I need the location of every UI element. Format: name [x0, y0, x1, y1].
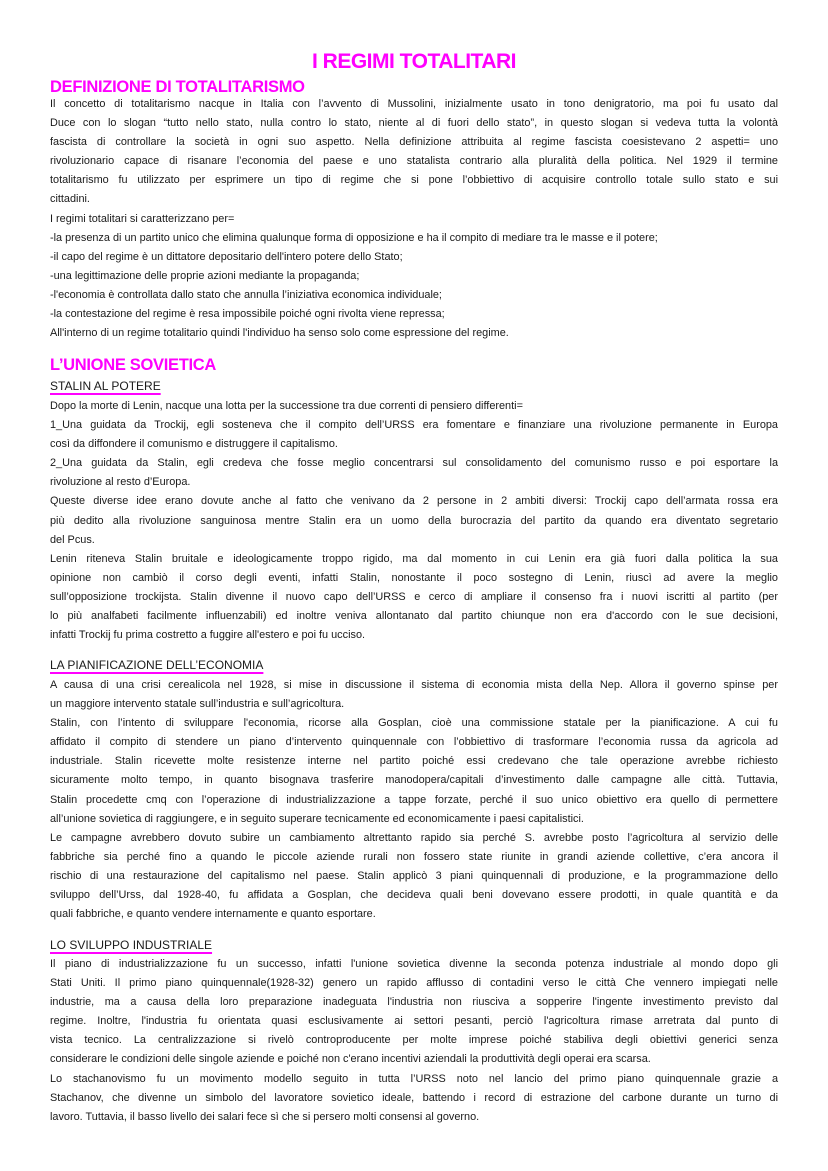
paragraph	[50, 714, 778, 829]
text-line: Dopo la morte di Lenin, nacque una lotta per la successione tra due correnti di pensiero differenti=	[50, 400, 523, 412]
text-line: più dedito alla rivoluzione sanguinosa mentre Stalin era un uomo della burocrazia del partito da quando era diventato segretario	[50, 514, 778, 527]
paragraph	[50, 95, 778, 210]
text-line: Il piano di industrializzazione fu un successo, infatti l'unione sovietica divenne la seconda potenza industriale al mondo dopo gli	[50, 958, 778, 970]
text-line: industriale. Stalin ricevette molte resistenze interne nel partito poiché essi credevano che tale operazione avrebbe richiesto	[50, 755, 778, 768]
text-line: un maggiore intervento statale sull’industria e sull’agricoltura.	[50, 698, 345, 711]
paragraph	[50, 492, 778, 549]
text-line: industrie, ma a causa della loro preparazione inadeguata l'industria non riusciva a sopperire l'ingente investimento previsto dal	[50, 996, 778, 1009]
paragraph	[50, 550, 778, 645]
text-line: infatti Trockij fu prima costretto a fuggire all'estero e poi fu ucciso.	[50, 629, 366, 642]
text-line: Lenin riteneva Stalin bruitale e ideologicamente troppo rigido, ma dal momento in cui Lenin era già fuori dalla politica la sua	[50, 552, 778, 565]
section-stalin-body	[50, 397, 778, 645]
subheading-pianificazione: LA PIANIFICAZIONE DELL’ECONOMIA	[50, 658, 264, 672]
paragraph	[50, 229, 778, 248]
heading-definizione: DEFINIZIONE DI TOTALITARISMO	[50, 78, 305, 96]
paragraph	[50, 829, 778, 924]
paragraph	[50, 305, 778, 324]
text-line: opinione non cambiò il corso degli eventi, infatti Stalin, nonostante il poco sostegno di Lenin, riuscì ad avere la meglio	[50, 571, 778, 584]
text-line: All'interno di un regime totalitario quindi l'individuo ha senso solo come espressione del regime.	[50, 327, 509, 340]
text-line: fabbriche sia perché fino a quando le piccole aziende rurali non fossero state riunite in grandi aziende collettive, c’era ancora il	[50, 850, 778, 863]
section-definizione-body	[50, 95, 778, 343]
text-line: rischio di una restaurazione del capitalismo nel paese. Stalin applicò 3 piani quinquennali di produzione, e la programmazione dello	[50, 869, 778, 882]
paragraph	[50, 416, 778, 454]
text-line: rivoluzionario capace di risanare l’economia del paese e uno statalista contrario alla pluralità della politica. Nel 1929 il termine	[50, 155, 778, 168]
text-line: -l'economia è controllata dallo stato che annulla l’iniziativa economica individuale;	[50, 288, 442, 301]
text-line: fascista di controllare la società in ogni suo aspetto. Nella definizione attribuita al regime fascista coesistevano 2 aspetti= uno	[50, 136, 778, 149]
text-line: considerare le condizioni delle singole aziende e poiché non c'erano incentivi aziendali la produttività degli operai era scarsa.	[50, 1053, 651, 1066]
text-line: Il concetto di totalitarismo nacque in Italia con l’avvento di Mussolini, inizialmente usato in tono denigratorio, ma poi fu usato dal	[50, 98, 778, 110]
paragraph	[50, 676, 778, 714]
text-line: I regimi totalitari si caratterizzano per=	[50, 212, 235, 225]
text-line: così da diffondere il comunismo e distruggere il capitalismo.	[50, 438, 338, 451]
heading-unione-sovietica: L’UNIONE SOVIETICA	[50, 356, 217, 374]
paragraph	[50, 267, 778, 286]
text-line: -la presenza di un partito unico che elimina qualunque forma di opposizione e ha il compito di mediare tra le masse e il potere;	[50, 231, 658, 244]
text-line: Lo stachanovismo fu un movimento modello seguito in tutta l’URSS noto nel lancio del primo piano quinquennale grazie a	[50, 1072, 778, 1085]
text-line: all’unione sovietica di raggiungere, e in seguito superare tecnicamente ed economicamente i paesi capitalistici.	[50, 812, 584, 825]
text-line: regime. Inoltre, l'industria fu orientata quasi esclusivamente ai settori pesanti, perciò l'agricoltura rimase arretrata dal punto di	[50, 1015, 778, 1028]
section-pianificazione-body	[50, 676, 778, 924]
text-line: 2_Una guidata da Stalin, egli credeva che fosse meglio concentrarsi sul consolidamento del comunismo russo e poi esportare la	[50, 457, 778, 470]
paragraph	[50, 210, 778, 229]
text-line: Stalin procedette cmq con l’operazione di industrializzazione a tappe forzate, perché il suo unico obiettivo era quello di permettere	[50, 793, 778, 806]
paragraph	[50, 397, 778, 416]
text-line: 1_Una guidata da Trockij, egli sosteneva che il compito dell’URSS era fomentare e finanziare una rivoluzione permanente in Europa	[50, 419, 778, 432]
subheading-sviluppo-industriale: LO SVILUPPO INDUSTRIALE	[50, 938, 213, 952]
text-line: sviluppo dell’Urss, dal 1928-40, fu affidata a Gosplan, che decideva quali beni dovevano essere prodotti, in quale quantità e da	[50, 889, 778, 902]
text-line: cittadini.	[50, 193, 90, 206]
text-line: rivoluzione al resto d’Europa.	[50, 476, 191, 489]
text-line: Stati Uniti. Il primo piano quinquennale(1928-32) genero un rapido afflusso di contadini verso le città Che vennero impiegati nelle	[50, 977, 778, 990]
document-title: I REGIMI TOTALITARI	[312, 50, 516, 73]
text-line: Queste diverse idee erano dovute anche al fatto che venivano da 2 persone in 2 ambiti diversi: Trockij capo dell’armata rossa era	[50, 495, 778, 508]
text-line: Stachanov, che divenne un simbolo del lavoratore sovietico ideale, battendo i record di estrazione del carbone durante un turno di	[50, 1091, 778, 1104]
subheading-stalin-al-potere: STALIN AL POTERE	[50, 379, 161, 393]
text-line: sicuramente molto tempo, in quanto bisognava trasferire manodopera/capitali d’investimento dalle campagne alle città. Tuttavia,	[50, 774, 778, 787]
text-line: affidato il compito di stendere un piano d’intervento quinquennale con l’obbiettivo di trasformare l’economia russa da agricola ad	[50, 736, 778, 749]
paragraph	[50, 248, 778, 267]
text-line: lo più analfabeti facilmente influenzabili) ed inoltre veniva allontanato dal partito chiunque non era d'accordo con le sue decisioni,	[50, 610, 778, 623]
text-line: Stalin, con l’intento di sviluppare l'economia, ricorse alla Gosplan, cioè una commissione statale per la pianificazione. A cui fu	[50, 717, 778, 730]
text-line: lavoro. Tuttavia, il basso livello dei salari fece sì che si persero molti consensi al governo.	[50, 1110, 480, 1123]
text-line: -il capo del regime è un dittatore depositario dell'intero potere dello Stato;	[50, 250, 403, 263]
text-line: -una legittimazione delle proprie azioni mediante la propaganda;	[50, 269, 360, 282]
text-line: A causa di una crisi cerealicola nel 1928, si mise in discussione il sistema di economia mista della Nep. Allora il governo spinse per	[50, 679, 778, 691]
text-line: del Pcus.	[50, 533, 95, 546]
text-line: -la contestazione del regime è resa impossibile poiché ogni rivolta viene repressa;	[50, 308, 445, 321]
paragraph	[50, 955, 778, 1070]
text-line: sull’opposizione trockijsta. Stalin divenne il nuovo capo dell’URSS e cerco di ampliare il consenso fra i nuovi iscritti al partito (per	[50, 590, 778, 603]
text-line: quali fabbriche, e quanto vendere internamente e quanto esportare.	[50, 908, 376, 921]
text-line: Duce con lo slogan “tutto nello stato, nulla contro lo stato, niente al di fuori dello stato”, in questo slogan si vedeva tutta la volontà	[50, 117, 778, 130]
text-line: totalitarismo fu utilizzato per esprimere un tipo di regime che si pone l’obbiettivo di acquisire controllo totale sullo stato e sui	[50, 174, 778, 187]
paragraph	[50, 1070, 778, 1127]
section-sviluppo-body	[50, 955, 778, 1127]
text-line: vista tecnico. La centralizzazione si rivelò controproducente per molte imprese poiché stabiliva degli obiettivi generici senza	[50, 1034, 778, 1047]
paragraph	[50, 454, 778, 492]
paragraph	[50, 324, 778, 343]
text-line: Le campagne avrebbero dovuto subire un cambiamento altrettanto rapido sia perché S. avrebbe posto l’agricoltura al servizio delle	[50, 831, 778, 844]
paragraph	[50, 286, 778, 305]
